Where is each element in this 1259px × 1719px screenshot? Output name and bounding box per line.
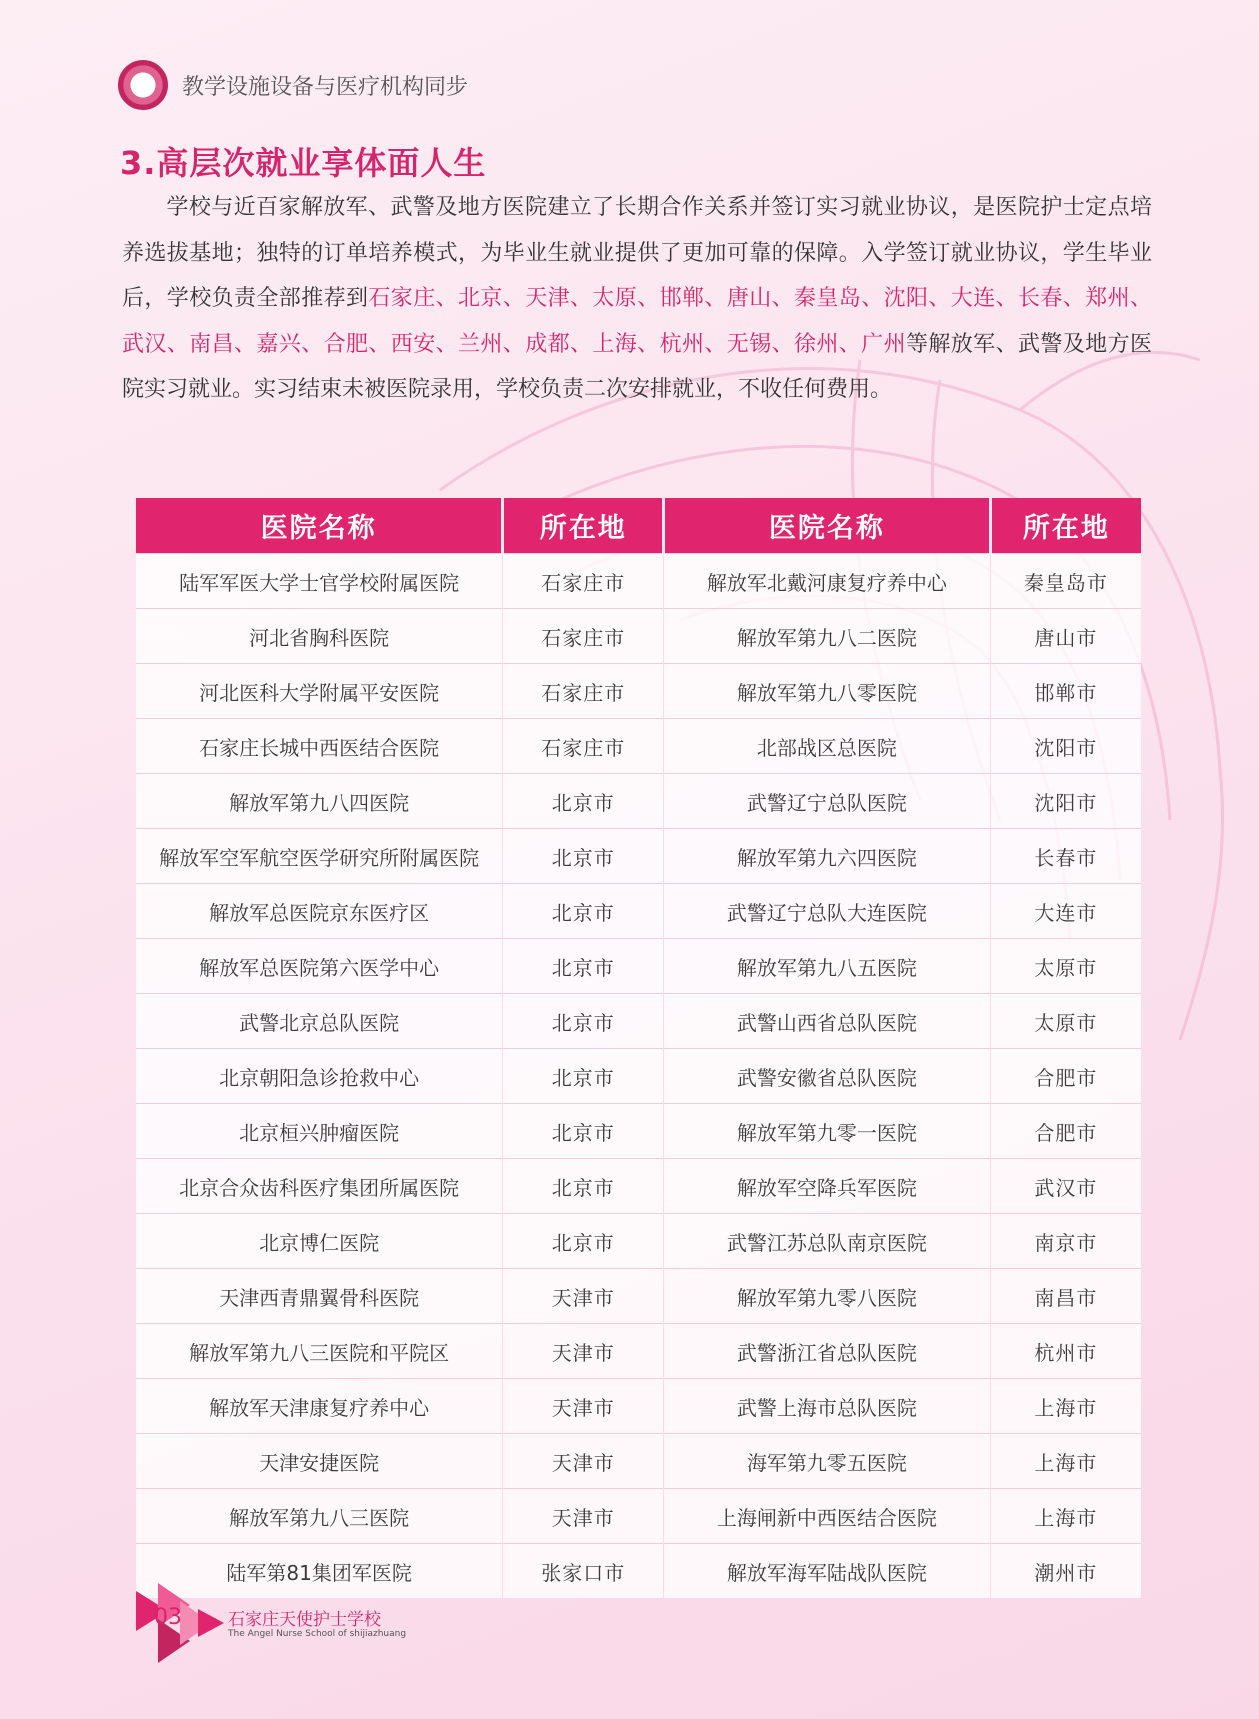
- table-row: [136, 1489, 1141, 1544]
- table-row: [136, 719, 1141, 774]
- hospital-name-cell: 北京桓兴肿瘤医院: [136, 1104, 503, 1159]
- hospital-name-cell: 武警山西省总队医院: [664, 994, 991, 1049]
- hospital-name-cell: 北京朝阳急诊抢救中心: [136, 1049, 503, 1104]
- table-row: [136, 884, 1141, 939]
- hospital-name-cell: 天津西青鼎翼骨科医院: [136, 1269, 503, 1324]
- hospital-name-cell: 解放军空降兵军医院: [664, 1159, 991, 1214]
- hospital-name-cell: 北京合众齿科医疗集团所属医院: [136, 1159, 503, 1214]
- hospital-name-cell: 解放军第九零八医院: [664, 1269, 991, 1324]
- table-row: [136, 609, 1141, 664]
- table-row: [136, 1434, 1141, 1489]
- location-cell: 上海市: [990, 1434, 1141, 1489]
- table-row: [136, 939, 1141, 994]
- location-cell: 北京市: [503, 884, 664, 939]
- hospital-name-cell: 解放军海军陆战队医院: [664, 1544, 991, 1599]
- location-cell: 秦皇岛市: [990, 554, 1141, 609]
- table-row: [136, 1049, 1141, 1104]
- hospital-name-cell: 上海闸新中西医结合医院: [664, 1489, 991, 1544]
- hospital-name-cell: 解放军第九八三医院和平院区: [136, 1324, 503, 1379]
- hospital-name-cell: 解放军第九零一医院: [664, 1104, 991, 1159]
- table-row: [136, 774, 1141, 829]
- school-name-cn: 石家庄天使护士学校: [228, 1610, 381, 1630]
- page-footer: [128, 1583, 408, 1663]
- hospital-name-cell: 武警安徽省总队医院: [664, 1049, 991, 1104]
- hospital-name-cell: 解放军第九八二医院: [664, 609, 991, 664]
- school-logo: [118, 60, 168, 110]
- hospital-name-cell: 陆军第81集团军医院: [136, 1544, 503, 1599]
- hospital-name-cell: 武警北京总队医院: [136, 994, 503, 1049]
- location-cell: 天津市: [503, 1269, 664, 1324]
- hospital-name-cell: 石家庄长城中西医结合医院: [136, 719, 503, 774]
- page-number: 03: [154, 1605, 182, 1630]
- location-cell: 太原市: [990, 939, 1141, 994]
- page-header: [118, 60, 468, 110]
- location-cell: 南昌市: [990, 1269, 1141, 1324]
- table-row: [136, 1269, 1141, 1324]
- location-cell: 天津市: [503, 1324, 664, 1379]
- hospital-name-cell: 河北省胸科医院: [136, 609, 503, 664]
- location-cell: 石家庄市: [503, 554, 664, 609]
- hospital-name-cell: 武警辽宁总队大连医院: [664, 884, 991, 939]
- table-row: [136, 1214, 1141, 1269]
- location-cell: 北京市: [503, 1049, 664, 1104]
- para-after: 等解放军、武警及地方医院实习就业。实习结束未被医院录用，学校负责二次安排就业，不收任何费用。: [122, 331, 1152, 402]
- location-cell: 天津市: [503, 1434, 664, 1489]
- hospital-name-cell: 武警辽宁总队医院: [664, 774, 991, 829]
- location-cell: 大连市: [990, 884, 1141, 939]
- table-header-row: [136, 498, 1141, 554]
- hospital-name-cell: 河北医科大学附属平安医院: [136, 664, 503, 719]
- header-location: 所在地: [503, 498, 664, 554]
- header-title: 教学设施设备与医疗机构同步: [182, 74, 469, 100]
- hospital-name-cell: 武警浙江省总队医院: [664, 1324, 991, 1379]
- location-cell: 杭州市: [990, 1324, 1141, 1379]
- city-list: 石家庄、北京、天津、太原、邯郸、唐山、秦皇岛、沈阳、大连、长春、郑州、武汉、南昌、嘉兴、合肥、西安、兰州、成都、上海、杭州、无锡、徐州、广州: [122, 286, 1152, 357]
- hospital-name-cell: 天津安捷医院: [136, 1434, 503, 1489]
- location-cell: 沈阳市: [990, 719, 1141, 774]
- hospital-name-cell: 北京博仁医院: [136, 1214, 503, 1269]
- table-row: [136, 554, 1141, 609]
- table-row: [136, 664, 1141, 719]
- location-cell: 邯郸市: [990, 664, 1141, 719]
- location-cell: 北京市: [503, 994, 664, 1049]
- school-name-en: The Angel Nurse School of shijiazhuang: [228, 1629, 407, 1639]
- intro-paragraph: [122, 185, 1152, 413]
- table-row: [136, 1104, 1141, 1159]
- table-row: [136, 829, 1141, 884]
- location-cell: 沈阳市: [990, 774, 1141, 829]
- hospital-name-cell: 海军第九零五医院: [664, 1434, 991, 1489]
- hospital-name-cell: 陆军军医大学士官学校附属医院: [136, 554, 503, 609]
- location-cell: 唐山市: [990, 609, 1141, 664]
- location-cell: 石家庄市: [503, 664, 664, 719]
- hospital-name-cell: 解放军总医院第六医学中心: [136, 939, 503, 994]
- location-cell: 北京市: [503, 1159, 664, 1214]
- header-location: 所在地: [990, 498, 1141, 554]
- hospital-name-cell: 解放军第九八零医院: [664, 664, 991, 719]
- table-row: [136, 1324, 1141, 1379]
- header-hospital-name: 医院名称: [664, 498, 991, 554]
- location-cell: 上海市: [990, 1379, 1141, 1434]
- section-title: 3.高层次就业享体面人生: [120, 144, 487, 182]
- location-cell: 武汉市: [990, 1159, 1141, 1214]
- location-cell: 北京市: [503, 1214, 664, 1269]
- location-cell: 长春市: [990, 829, 1141, 884]
- table-row: [136, 994, 1141, 1049]
- header-hospital-name: 医院名称: [136, 498, 503, 554]
- hospital-table: [136, 498, 1141, 1598]
- location-cell: 石家庄市: [503, 609, 664, 664]
- hospital-name-cell: 北部战区总医院: [664, 719, 991, 774]
- hospital-name-cell: 武警上海市总队医院: [664, 1379, 991, 1434]
- hospital-name-cell: 解放军第九八五医院: [664, 939, 991, 994]
- table-row: [136, 1379, 1141, 1434]
- location-cell: 天津市: [503, 1489, 664, 1544]
- hospital-name-cell: 解放军第九六四医院: [664, 829, 991, 884]
- location-cell: 北京市: [503, 829, 664, 884]
- location-cell: 石家庄市: [503, 719, 664, 774]
- table-row: [136, 1159, 1141, 1214]
- hospital-name-cell: 解放军总医院京东医疗区: [136, 884, 503, 939]
- location-cell: 合肥市: [990, 1049, 1141, 1104]
- location-cell: 北京市: [503, 1104, 664, 1159]
- hospital-name-cell: 解放军天津康复疗养中心: [136, 1379, 503, 1434]
- location-cell: 太原市: [990, 994, 1141, 1049]
- location-cell: 上海市: [990, 1489, 1141, 1544]
- hospital-name-cell: 解放军空军航空医学研究所附属医院: [136, 829, 503, 884]
- hospital-name-cell: 解放军第九八三医院: [136, 1489, 503, 1544]
- location-cell: 北京市: [503, 939, 664, 994]
- hospital-name-cell: 解放军北戴河康复疗养中心: [664, 554, 991, 609]
- hospital-name-cell: 武警江苏总队南京医院: [664, 1214, 991, 1269]
- location-cell: 潮州市: [990, 1544, 1141, 1599]
- hospital-name-cell: 解放军第九八四医院: [136, 774, 503, 829]
- location-cell: 天津市: [503, 1379, 664, 1434]
- para-before: 学校与近百家解放军、武警及地方医院建立了长期合作关系并签订实习就业协议，是医院护士定点培养选拔基地；独特的订单培养模式，为毕业生就业提供了更加可靠的保障。入学签订就业协议，学生毕业后，学校负责全部推荐到: [122, 195, 1152, 311]
- location-cell: 南京市: [990, 1214, 1141, 1269]
- location-cell: 北京市: [503, 774, 664, 829]
- location-cell: 合肥市: [990, 1104, 1141, 1159]
- location-cell: 张家口市: [503, 1544, 664, 1599]
